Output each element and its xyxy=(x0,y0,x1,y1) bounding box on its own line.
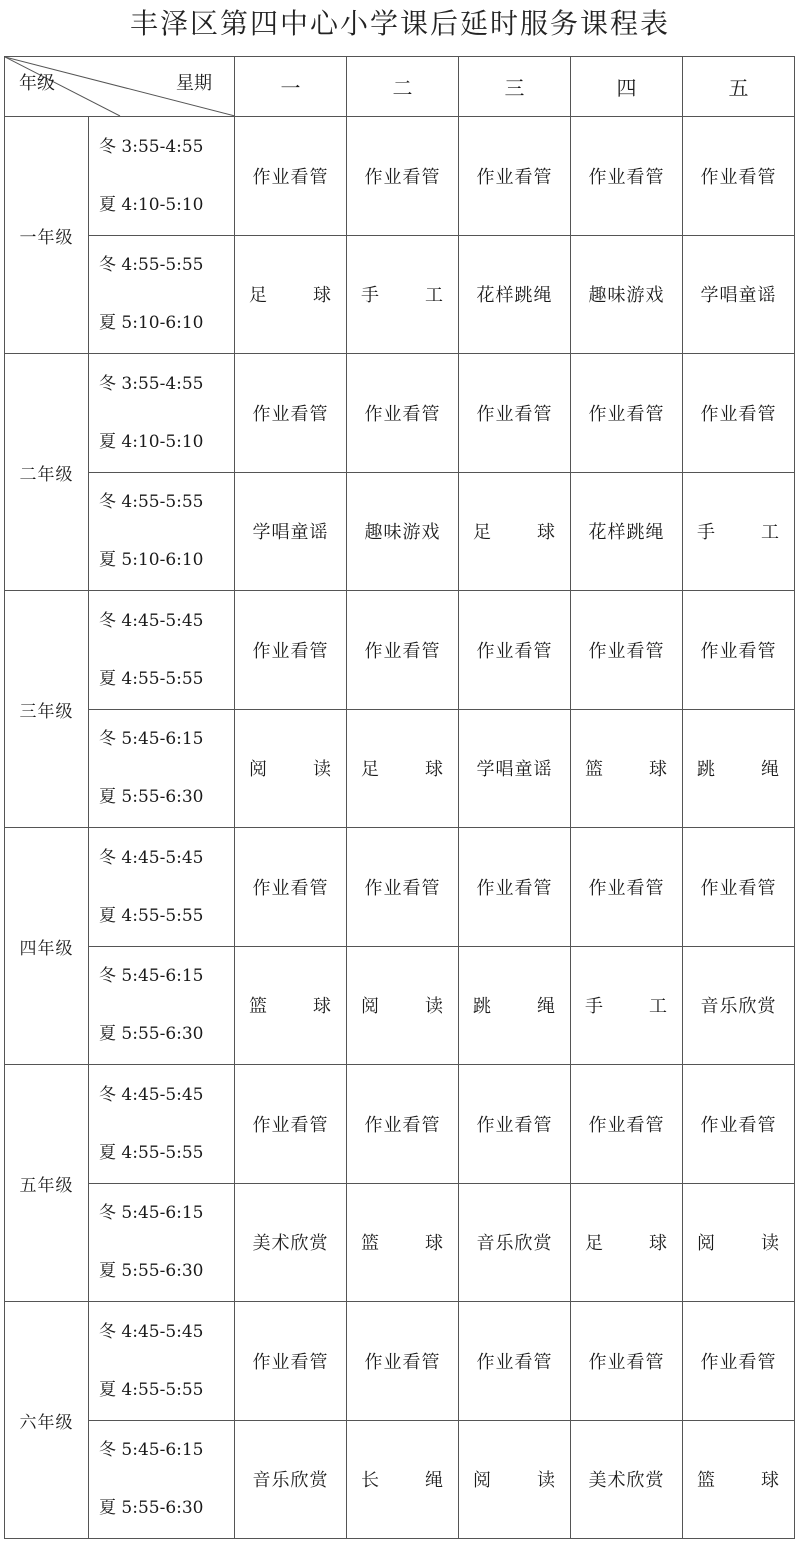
course-name: 足球 xyxy=(361,759,444,781)
grade-label: 六年级 xyxy=(5,1302,89,1539)
course-cell xyxy=(459,472,571,591)
course-name: 阅读 xyxy=(249,759,332,781)
schedule-body xyxy=(5,117,795,1539)
course-name: 美术欣赏 xyxy=(252,1233,329,1255)
summer-time: 夏 5:55-6:30 xyxy=(99,1261,204,1282)
course-name: 作业看管 xyxy=(364,1114,441,1136)
time-slot-cell xyxy=(89,828,235,947)
day-header: 五 xyxy=(683,57,795,117)
time-slot-cell xyxy=(89,354,235,473)
course-name: 作业看管 xyxy=(700,166,777,188)
summer-time: 夏 4:55-5:55 xyxy=(99,1142,204,1163)
time-slot-cell xyxy=(89,709,235,828)
course-name: 作业看管 xyxy=(700,877,777,899)
winter-time: 冬 5:45-6:15 xyxy=(99,729,204,750)
grade-label: 三年级 xyxy=(5,591,89,828)
course-cell xyxy=(347,1065,459,1184)
course-name: 足球 xyxy=(473,522,556,544)
table-row xyxy=(5,472,795,591)
course-name: 作业看管 xyxy=(588,403,665,425)
winter-time: 冬 4:45-5:45 xyxy=(99,1084,204,1105)
table-row xyxy=(5,1183,795,1302)
course-name: 作业看管 xyxy=(700,403,777,425)
course-name: 作业看管 xyxy=(364,166,441,188)
summer-time: 夏 4:55-5:55 xyxy=(99,905,204,926)
course-cell xyxy=(571,946,683,1065)
course-name: 手工 xyxy=(697,522,780,544)
day-header: 四 xyxy=(571,57,683,117)
course-name: 篮球 xyxy=(249,996,332,1018)
course-cell xyxy=(571,1065,683,1184)
course-cell xyxy=(235,946,347,1065)
course-name: 作业看管 xyxy=(588,1351,665,1373)
course-name: 学唱童谣 xyxy=(252,522,329,544)
course-name: 趣味游戏 xyxy=(588,285,665,307)
course-cell xyxy=(683,828,795,947)
course-name: 作业看管 xyxy=(364,403,441,425)
course-cell xyxy=(235,354,347,473)
course-name: 作业看管 xyxy=(476,1114,553,1136)
course-name: 足球 xyxy=(249,285,332,307)
course-cell xyxy=(683,591,795,710)
course-cell xyxy=(683,235,795,354)
course-name: 作业看管 xyxy=(364,640,441,662)
winter-time: 冬 4:55-5:55 xyxy=(99,255,204,276)
time-slot-cell xyxy=(89,1302,235,1421)
summer-time: 夏 5:55-6:30 xyxy=(99,1498,204,1519)
table-row xyxy=(5,235,795,354)
table-row xyxy=(5,709,795,828)
course-cell xyxy=(235,1302,347,1421)
course-cell xyxy=(683,1420,795,1539)
summer-time: 夏 5:10-6:10 xyxy=(99,550,204,571)
summer-time: 夏 4:55-5:55 xyxy=(99,668,204,689)
course-cell xyxy=(571,828,683,947)
course-name: 阅读 xyxy=(473,1470,556,1492)
course-cell xyxy=(459,235,571,354)
course-name: 作业看管 xyxy=(252,1351,329,1373)
course-cell xyxy=(459,354,571,473)
course-name: 作业看管 xyxy=(588,1114,665,1136)
table-row xyxy=(5,1065,795,1184)
summer-time: 夏 4:10-5:10 xyxy=(99,194,204,215)
course-cell xyxy=(235,1065,347,1184)
course-name: 作业看管 xyxy=(252,877,329,899)
winter-time: 冬 4:45-5:45 xyxy=(99,610,204,631)
course-cell xyxy=(459,709,571,828)
grade-label: 二年级 xyxy=(5,354,89,591)
course-name: 作业看管 xyxy=(476,877,553,899)
course-cell xyxy=(235,472,347,591)
course-name: 作业看管 xyxy=(588,877,665,899)
course-name: 手工 xyxy=(585,996,668,1018)
winter-time: 冬 3:55-4:55 xyxy=(99,373,204,394)
course-cell xyxy=(347,1302,459,1421)
summer-time: 夏 4:55-5:55 xyxy=(99,1379,204,1400)
winter-time: 冬 3:55-4:55 xyxy=(99,136,204,157)
summer-time: 夏 5:10-6:10 xyxy=(99,313,204,334)
course-name: 作业看管 xyxy=(476,1351,553,1373)
course-name: 跳绳 xyxy=(697,759,780,781)
course-name: 美术欣赏 xyxy=(588,1470,665,1492)
course-cell xyxy=(347,1183,459,1302)
course-cell xyxy=(347,946,459,1065)
course-cell xyxy=(235,828,347,947)
table-row xyxy=(5,828,795,947)
course-cell xyxy=(683,709,795,828)
course-name: 作业看管 xyxy=(252,1114,329,1136)
course-cell xyxy=(683,1183,795,1302)
course-cell xyxy=(459,946,571,1065)
day-header: 三 xyxy=(459,57,571,117)
day-header: 一 xyxy=(235,57,347,117)
course-cell xyxy=(571,472,683,591)
time-slot-cell xyxy=(89,235,235,354)
course-cell xyxy=(459,1065,571,1184)
course-name: 跳绳 xyxy=(473,996,556,1018)
course-name: 作业看管 xyxy=(364,877,441,899)
course-cell xyxy=(459,1302,571,1421)
course-name: 篮球 xyxy=(697,1470,780,1492)
course-name: 作业看管 xyxy=(476,403,553,425)
course-cell xyxy=(347,235,459,354)
table-header-row xyxy=(5,57,795,117)
course-cell xyxy=(571,1183,683,1302)
course-name: 作业看管 xyxy=(700,640,777,662)
table-row xyxy=(5,1420,795,1539)
course-name: 音乐欣赏 xyxy=(252,1470,329,1492)
course-cell xyxy=(459,1420,571,1539)
course-cell xyxy=(347,117,459,236)
course-cell xyxy=(347,354,459,473)
page-title: 丰泽区第四中心小学课后延时服务课程表 xyxy=(129,7,670,40)
course-name: 花样跳绳 xyxy=(476,285,553,307)
course-cell xyxy=(347,1420,459,1539)
course-cell xyxy=(347,709,459,828)
course-name: 作业看管 xyxy=(700,1114,777,1136)
course-name: 音乐欣赏 xyxy=(700,996,777,1018)
summer-time: 夏 5:55-6:30 xyxy=(99,787,204,808)
course-name: 作业看管 xyxy=(588,640,665,662)
course-name: 作业看管 xyxy=(364,1351,441,1373)
course-name: 篮球 xyxy=(585,759,668,781)
course-cell xyxy=(571,1302,683,1421)
course-cell xyxy=(235,117,347,236)
course-cell xyxy=(235,591,347,710)
course-name: 音乐欣赏 xyxy=(476,1233,553,1255)
course-name: 作业看管 xyxy=(588,166,665,188)
time-slot-cell xyxy=(89,946,235,1065)
grade-label: 五年级 xyxy=(5,1065,89,1302)
time-slot-cell xyxy=(89,117,235,236)
course-cell xyxy=(347,591,459,710)
course-name: 作业看管 xyxy=(700,1351,777,1373)
course-name: 篮球 xyxy=(361,1233,444,1255)
time-slot-cell xyxy=(89,1183,235,1302)
course-cell xyxy=(571,709,683,828)
table-row xyxy=(5,1302,795,1421)
schedule-table xyxy=(4,56,795,1539)
course-cell xyxy=(683,117,795,236)
course-cell xyxy=(235,235,347,354)
course-cell xyxy=(683,1302,795,1421)
summer-time: 夏 5:55-6:30 xyxy=(99,1024,204,1045)
grade-label: 四年级 xyxy=(5,828,89,1065)
course-name: 作业看管 xyxy=(252,640,329,662)
course-cell xyxy=(347,828,459,947)
table-row xyxy=(5,591,795,710)
course-cell xyxy=(459,1183,571,1302)
grade-axis-label: 年级 xyxy=(19,73,55,94)
course-name: 阅读 xyxy=(697,1233,780,1255)
summer-time: 夏 4:10-5:10 xyxy=(99,431,204,452)
course-name: 学唱童谣 xyxy=(476,759,553,781)
weekday-axis-label: 星期 xyxy=(176,73,212,94)
course-cell xyxy=(683,472,795,591)
course-cell xyxy=(571,354,683,473)
course-cell xyxy=(571,117,683,236)
course-cell xyxy=(235,1420,347,1539)
table-row xyxy=(5,946,795,1065)
day-header: 二 xyxy=(347,57,459,117)
course-name: 手工 xyxy=(361,285,444,307)
winter-time: 冬 5:45-6:15 xyxy=(99,966,204,987)
course-cell xyxy=(571,1420,683,1539)
course-cell xyxy=(235,709,347,828)
course-name: 学唱童谣 xyxy=(700,285,777,307)
course-cell xyxy=(571,591,683,710)
course-name: 作业看管 xyxy=(252,166,329,188)
time-slot-cell xyxy=(89,1065,235,1184)
course-cell xyxy=(459,591,571,710)
winter-time: 冬 4:45-5:45 xyxy=(99,1321,204,1342)
corner-header-cell xyxy=(5,57,235,117)
course-name: 作业看管 xyxy=(476,166,553,188)
time-slot-cell xyxy=(89,472,235,591)
table-row xyxy=(5,354,795,473)
course-cell xyxy=(459,828,571,947)
course-cell xyxy=(683,354,795,473)
table-row xyxy=(5,117,795,236)
course-cell xyxy=(235,1183,347,1302)
course-cell xyxy=(683,946,795,1065)
winter-time: 冬 4:45-5:45 xyxy=(99,847,204,868)
course-name: 长绳 xyxy=(361,1470,444,1492)
course-name: 趣味游戏 xyxy=(364,522,441,544)
course-name: 花样跳绳 xyxy=(588,522,665,544)
course-cell xyxy=(571,235,683,354)
grade-label: 一年级 xyxy=(5,117,89,354)
winter-time: 冬 4:55-5:55 xyxy=(99,492,204,513)
course-name: 作业看管 xyxy=(252,403,329,425)
course-name: 足球 xyxy=(585,1233,668,1255)
course-cell xyxy=(347,472,459,591)
course-cell xyxy=(459,117,571,236)
time-slot-cell xyxy=(89,1420,235,1539)
winter-time: 冬 5:45-6:15 xyxy=(99,1440,204,1461)
time-slot-cell xyxy=(89,591,235,710)
course-cell xyxy=(683,1065,795,1184)
course-name: 阅读 xyxy=(361,996,444,1018)
course-name: 作业看管 xyxy=(476,640,553,662)
winter-time: 冬 5:45-6:15 xyxy=(99,1203,204,1224)
